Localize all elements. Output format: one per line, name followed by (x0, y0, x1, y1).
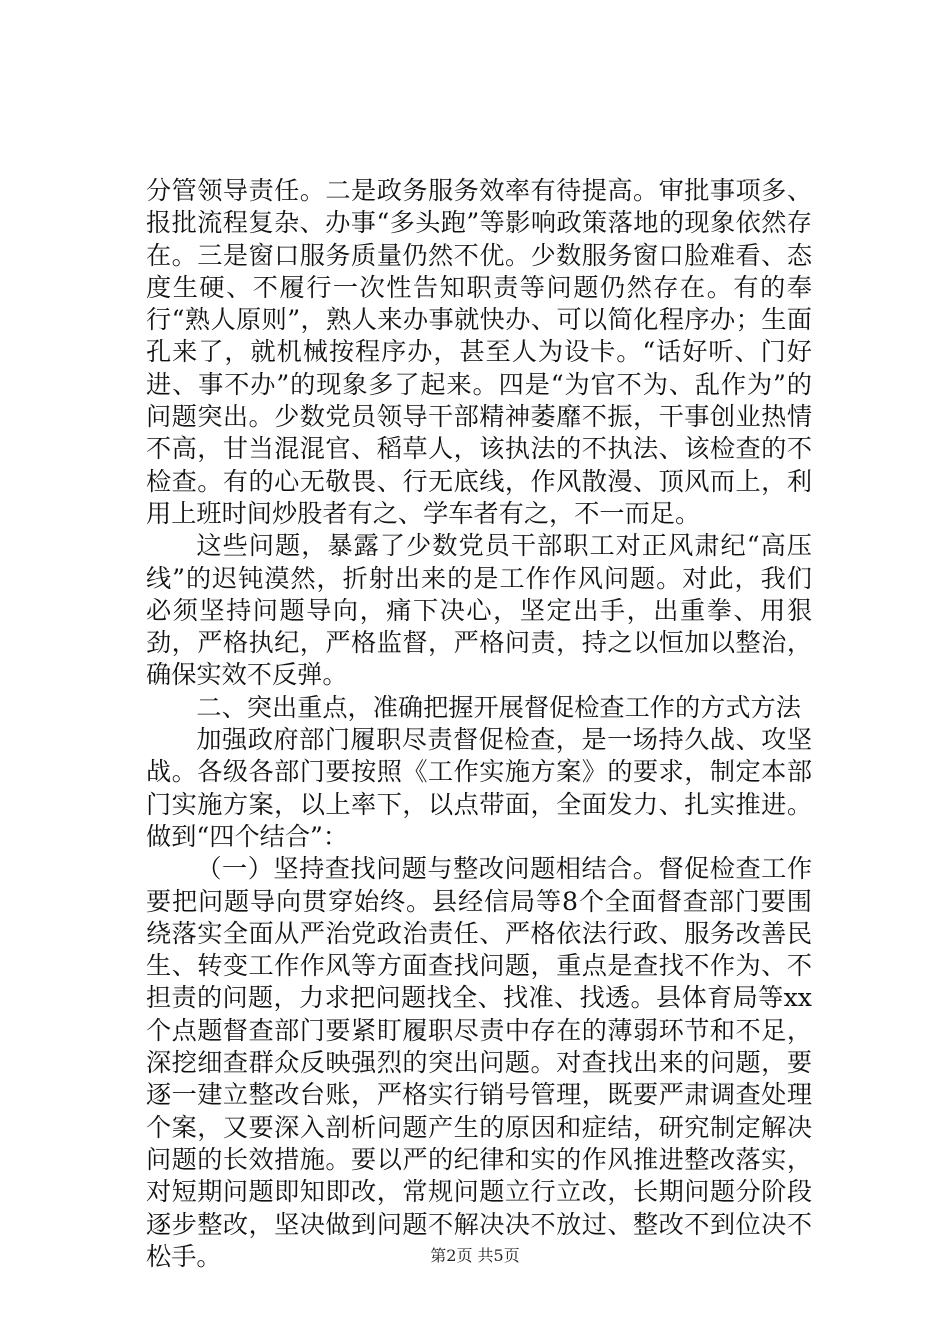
document-body (146, 175, 812, 1273)
page-footer: 第2页 共5页 (430, 1246, 520, 1265)
paragraph-problems-list: 分管领导责任。二是政务服务效率有待提高。审批事项多、报批流程复杂、办事“多头跑”等影响政策落地的现象依然存在。三是窗口服务质量仍然不优。少数服务窗口脸难看、态度生硬、不履行一次性告知职责等问题仍然存在。有的奉行“熟人原则”，熟人来办事就快办、可以简化程序办；生面孔来了，就机械按程序办，甚至人为设卡。“话好听、门好进、事不办”的现象多了起来。四是“为官不为、乱作为”的问题突出。少数党员领导干部精神萎靡不振，干事创业热情不高，甘当混混官、稻草人，该执法的不执法、该检查的不检查。有的心无敬畏、行无底线，作风散漫、顶风而上，利用上班时间炒股者有之、学车者有之，不一而足。 (146, 176, 812, 528)
section-heading-2: 二、突出重点，准确把握开展督促检查工作的方式方法 (196, 692, 801, 722)
paragraph-subsection-1: （一）坚持查找问题与整改问题相结合。督促检查工作要把问题导向贯穿始终。县经信局等8个全面督查部门要围绕落实全面从严治党政治责任、严格依法行政、服务改善民生、转变工作作风等方面查找问题，重点是查找不作为、不担责的问题，力求把问题找全、找准、找透。县体育局等xx个点题督查部门要紧盯履职尽责中存在的薄弱环节和不足，深挖细查群众反映强烈的突出问题。对查找出来的问题，要逐一建立整改台账，严格实行销号管理，既要严肃调查处理个案，又要深入剖析问题产生的原因和症结，研究制定解决问题的长效措施。要以严的纪律和实的作风推进整改落实，对短期问题即知即改，常规问题立行立改，长期问题分阶段逐步整改，坚决做到问题不解决决不放过、整改不到位决不松手。 (146, 854, 812, 1271)
paragraph-section-intro: 加强政府部门履职尽责督促检查，是一场持久战、攻坚战。各级各部门要按照《工作实施方案》的要求，制定本部门实施方案，以上率下，以点带面，全面发力、扎实推进。做到“四个结合”： (146, 725, 812, 851)
paragraph-problems-summary: 这些问题，暴露了少数党员干部职工对正风肃纪“高压线”的迟钝漠然，折射出来的是工作作风问题。对此，我们必须坚持问题导向，痛下决心，坚定出手，出重拳、用狠劲，严格执纪，严格监督，严格问责，持之以恒加以整治，确保实效不反弹。 (146, 531, 812, 690)
